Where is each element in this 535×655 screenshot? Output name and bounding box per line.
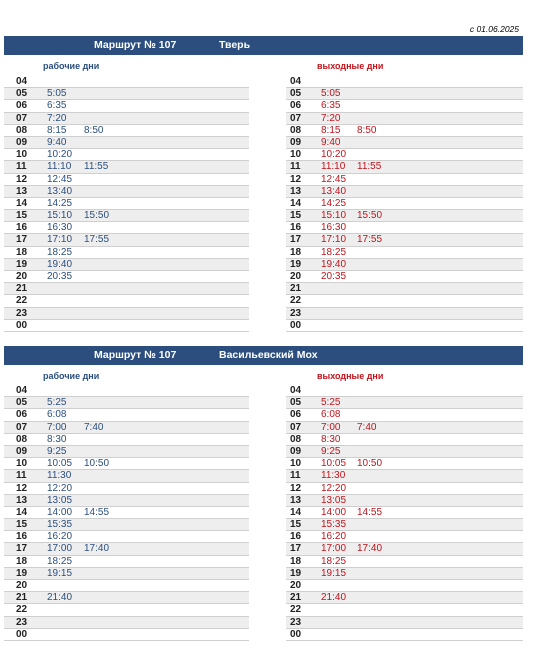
table-row <box>286 174 523 186</box>
table-row <box>286 222 523 234</box>
weekend-timetable-2 <box>286 385 523 641</box>
hour-label: 19 <box>290 258 302 270</box>
table-row <box>286 495 523 507</box>
hour-label: 15 <box>290 210 302 222</box>
departure-time: 10:20 <box>47 149 73 161</box>
hour-label: 17 <box>290 234 302 246</box>
departure-time: 9:40 <box>321 136 341 148</box>
table-row <box>286 259 523 271</box>
table-row <box>286 100 523 112</box>
table-row <box>286 271 523 283</box>
table-row <box>286 422 523 434</box>
hour-label: 07 <box>290 112 302 124</box>
departure-time: 17:00 <box>47 543 73 555</box>
hour-label: 16 <box>16 531 28 543</box>
departure-time: 10:20 <box>321 149 347 161</box>
departure-time: 12:20 <box>321 482 347 494</box>
departure-time: 17:10 <box>321 234 347 246</box>
table-row <box>4 580 249 592</box>
departure-time: 6:35 <box>47 100 67 112</box>
departure-time: 16:30 <box>47 222 73 234</box>
hour-label: 23 <box>16 616 28 628</box>
table-row <box>4 283 249 295</box>
table-row <box>4 88 249 100</box>
departure-time: 14:00 <box>321 506 347 518</box>
departure-time: 19:40 <box>47 258 73 270</box>
table-row <box>4 507 249 519</box>
weekends-label: выходные дни <box>317 61 384 71</box>
table-row <box>4 495 249 507</box>
departure-time: 7:40 <box>84 421 104 433</box>
hour-label: 16 <box>290 531 302 543</box>
hour-label: 09 <box>290 445 302 457</box>
hour-label: 06 <box>16 409 28 421</box>
hour-label: 20 <box>290 271 302 282</box>
departure-time: 5:25 <box>321 397 341 409</box>
departure-time: 16:20 <box>47 531 73 543</box>
table-row <box>4 198 249 210</box>
departure-time: 10:05 <box>47 458 73 470</box>
hour-label: 08 <box>290 124 302 136</box>
departure-time: 17:10 <box>47 234 73 246</box>
table-row <box>286 458 523 470</box>
hour-label: 19 <box>16 567 28 579</box>
departure-time: 17:55 <box>84 234 110 246</box>
table-row <box>4 483 249 495</box>
table-row <box>4 531 249 543</box>
departure-time: 7:00 <box>47 421 67 433</box>
weekdays-label: рабочие дни <box>43 371 100 381</box>
departure-time: 13:40 <box>47 185 73 197</box>
departure-time: 14:00 <box>47 506 73 518</box>
table-row <box>4 519 249 531</box>
hour-label: 00 <box>290 628 302 640</box>
departure-time: 18:25 <box>321 246 347 258</box>
hour-label: 20 <box>16 271 28 282</box>
hour-label: 16 <box>290 222 302 234</box>
table-row <box>286 247 523 259</box>
table-row <box>286 446 523 458</box>
hour-label: 08 <box>290 433 302 445</box>
departure-time: 9:40 <box>47 136 67 148</box>
hour-label: 09 <box>16 136 28 148</box>
table-row <box>286 161 523 173</box>
table-row <box>286 592 523 604</box>
table-row <box>286 470 523 482</box>
hour-label: 00 <box>290 319 302 331</box>
table-row <box>4 446 249 458</box>
departure-time: 18:25 <box>47 246 73 258</box>
hour-label: 23 <box>290 616 302 628</box>
hour-label: 21 <box>16 283 28 295</box>
table-row <box>4 320 249 332</box>
hour-label: 00 <box>16 628 28 640</box>
departure-time: 13:05 <box>47 494 73 506</box>
departure-time: 9:25 <box>321 445 341 457</box>
departure-time: 12:45 <box>321 173 347 185</box>
table-row <box>286 556 523 568</box>
table-row <box>4 210 249 222</box>
departure-time: 14:55 <box>357 506 383 518</box>
table-row <box>4 458 249 470</box>
table-row <box>286 507 523 519</box>
hour-label: 19 <box>290 567 302 579</box>
departure-time: 5:05 <box>321 88 341 100</box>
departure-time: 15:35 <box>47 519 73 531</box>
departure-time: 5:05 <box>47 88 67 100</box>
hour-label: 04 <box>290 76 302 87</box>
departure-time: 9:25 <box>47 445 67 457</box>
hour-label: 13 <box>16 494 28 506</box>
hour-label: 12 <box>16 173 28 185</box>
hour-label: 19 <box>16 258 28 270</box>
hour-label: 14 <box>16 197 28 209</box>
departure-time: 6:08 <box>321 409 341 421</box>
hour-label: 04 <box>16 385 28 396</box>
table-row <box>286 604 523 616</box>
departure-time: 14:25 <box>321 197 347 209</box>
hour-label: 13 <box>16 185 28 197</box>
table-row <box>286 617 523 629</box>
departure-time: 13:05 <box>321 494 347 506</box>
route-number: Маршрут № 107 <box>94 349 177 361</box>
departure-time: 7:00 <box>321 421 341 433</box>
departure-time: 13:40 <box>321 185 347 197</box>
table-row <box>4 568 249 580</box>
table-row <box>4 422 249 434</box>
departure-time: 11:30 <box>321 470 346 482</box>
departure-time: 7:20 <box>321 112 341 124</box>
departure-time: 17:00 <box>321 543 347 555</box>
departure-time: 21:40 <box>321 592 347 604</box>
table-row <box>286 409 523 421</box>
departure-time: 7:40 <box>357 421 377 433</box>
table-row <box>4 234 249 246</box>
hour-label: 09 <box>290 136 302 148</box>
hour-label: 14 <box>290 197 302 209</box>
table-row <box>286 125 523 137</box>
hour-label: 10 <box>290 458 302 470</box>
hour-label: 21 <box>290 283 302 295</box>
route-destination: Тверь <box>219 39 251 51</box>
table-row <box>4 592 249 604</box>
table-row <box>286 88 523 100</box>
table-row <box>286 543 523 555</box>
table-row <box>4 397 249 409</box>
hour-label: 17 <box>16 543 28 555</box>
departure-time: 7:20 <box>47 112 67 124</box>
hour-label: 10 <box>290 149 302 161</box>
weekdays-label: рабочие дни <box>43 61 100 71</box>
hour-label: 15 <box>16 210 28 222</box>
table-row <box>286 113 523 125</box>
departure-time: 19:15 <box>47 567 73 579</box>
table-row <box>4 100 249 112</box>
table-row <box>4 543 249 555</box>
hour-label: 05 <box>290 88 302 100</box>
hour-label: 23 <box>16 307 28 319</box>
table-row <box>4 271 249 283</box>
hour-label: 06 <box>16 100 28 112</box>
table-row <box>286 568 523 580</box>
departure-time: 12:20 <box>47 482 73 494</box>
hour-label: 06 <box>290 100 302 112</box>
hour-label: 12 <box>290 173 302 185</box>
table-row <box>286 397 523 409</box>
hour-label: 14 <box>290 506 302 518</box>
departure-time: 11:55 <box>357 161 382 173</box>
departure-time: 6:35 <box>321 100 341 112</box>
hour-label: 21 <box>290 592 302 604</box>
hour-label: 11 <box>16 470 27 482</box>
table-row <box>286 320 523 332</box>
table-row <box>4 385 249 397</box>
hour-label: 20 <box>290 580 302 591</box>
table-row <box>286 198 523 210</box>
departure-time: 8:50 <box>84 124 104 136</box>
departure-time: 5:25 <box>47 397 67 409</box>
departure-time: 8:30 <box>47 433 67 445</box>
table-row <box>4 222 249 234</box>
hour-label: 05 <box>16 397 28 409</box>
hour-label: 07 <box>16 421 28 433</box>
departure-time: 11:10 <box>47 161 72 173</box>
hour-label: 15 <box>290 519 302 531</box>
table-row <box>286 234 523 246</box>
departure-time: 19:40 <box>321 258 347 270</box>
table-row <box>4 604 249 616</box>
hour-label: 13 <box>290 494 302 506</box>
hour-label: 10 <box>16 458 28 470</box>
table-row <box>4 137 249 149</box>
hour-label: 17 <box>16 234 28 246</box>
table-row <box>4 617 249 629</box>
hour-label: 05 <box>16 88 28 100</box>
hour-label: 07 <box>16 112 28 124</box>
hour-label: 22 <box>290 604 302 616</box>
departure-time: 8:30 <box>321 433 341 445</box>
departure-time: 8:15 <box>47 124 67 136</box>
departure-time: 18:25 <box>321 555 347 567</box>
table-row <box>4 174 249 186</box>
hour-label: 22 <box>290 295 302 307</box>
departure-time: 14:55 <box>84 506 110 518</box>
table-row <box>286 580 523 592</box>
departure-time: 11:55 <box>84 161 109 173</box>
hour-label: 18 <box>290 246 302 258</box>
weekday-timetable-2 <box>4 385 249 641</box>
hour-label: 11 <box>290 161 301 173</box>
schedule-header-2 <box>4 346 523 365</box>
table-row <box>4 308 249 320</box>
weekends-label: выходные дни <box>317 371 384 381</box>
table-row <box>4 434 249 446</box>
departure-time: 10:50 <box>84 458 110 470</box>
hour-label: 14 <box>16 506 28 518</box>
hour-label: 16 <box>16 222 28 234</box>
weekend-timetable-1 <box>286 76 523 332</box>
table-row <box>286 295 523 307</box>
table-row <box>4 556 249 568</box>
departure-time: 10:50 <box>357 458 383 470</box>
hour-label: 09 <box>16 445 28 457</box>
departure-time: 16:30 <box>321 222 347 234</box>
departure-time: 20:35 <box>47 271 73 282</box>
effective-date: с 01.06.2025 <box>469 24 519 34</box>
hour-label: 20 <box>16 580 28 591</box>
table-row <box>286 434 523 446</box>
hour-label: 11 <box>16 161 27 173</box>
hour-label: 04 <box>290 385 302 396</box>
table-row <box>286 519 523 531</box>
table-row <box>4 186 249 198</box>
schedule-header-1 <box>4 36 523 55</box>
weekday-timetable-1 <box>4 76 249 332</box>
departure-time: 17:40 <box>357 543 383 555</box>
route-number: Маршрут № 107 <box>94 39 177 51</box>
hour-label: 12 <box>290 482 302 494</box>
hour-label: 22 <box>16 295 28 307</box>
departure-time: 14:25 <box>47 197 73 209</box>
departure-time: 20:35 <box>321 271 347 282</box>
hour-label: 17 <box>290 543 302 555</box>
departure-time: 15:50 <box>357 210 383 222</box>
table-row <box>4 259 249 271</box>
departure-time: 16:20 <box>321 531 347 543</box>
hour-label: 08 <box>16 124 28 136</box>
hour-label: 18 <box>16 246 28 258</box>
table-row <box>4 161 249 173</box>
table-row <box>286 149 523 161</box>
table-row <box>286 210 523 222</box>
table-row <box>4 113 249 125</box>
hour-label: 05 <box>290 397 302 409</box>
hour-label: 18 <box>290 555 302 567</box>
departure-time: 6:08 <box>47 409 67 421</box>
departure-time: 15:50 <box>84 210 110 222</box>
departure-time: 11:30 <box>47 470 72 482</box>
departure-time: 17:40 <box>84 543 110 555</box>
departure-time: 8:15 <box>321 124 341 136</box>
table-row <box>4 409 249 421</box>
departure-time: 19:15 <box>321 567 347 579</box>
hour-label: 10 <box>16 149 28 161</box>
hour-label: 13 <box>290 185 302 197</box>
departure-time: 18:25 <box>47 555 73 567</box>
departure-time: 10:05 <box>321 458 347 470</box>
table-row <box>4 247 249 259</box>
hour-label: 11 <box>290 470 301 482</box>
table-row <box>286 137 523 149</box>
departure-time: 15:35 <box>321 519 347 531</box>
hour-label: 00 <box>16 319 28 331</box>
table-row <box>286 186 523 198</box>
departure-time: 11:10 <box>321 161 346 173</box>
table-row <box>286 531 523 543</box>
table-row <box>286 76 523 88</box>
hour-label: 15 <box>16 519 28 531</box>
route-destination: Васильевский Мох <box>219 349 318 361</box>
departure-time: 15:10 <box>47 210 73 222</box>
hour-label: 07 <box>290 421 302 433</box>
departure-time: 8:50 <box>357 124 377 136</box>
hour-label: 12 <box>16 482 28 494</box>
hour-label: 08 <box>16 433 28 445</box>
hour-label: 06 <box>290 409 302 421</box>
hour-label: 18 <box>16 555 28 567</box>
table-row <box>4 295 249 307</box>
departure-time: 21:40 <box>47 592 73 604</box>
hour-label: 22 <box>16 604 28 616</box>
table-row <box>4 470 249 482</box>
departure-time: 15:10 <box>321 210 347 222</box>
departure-time: 12:45 <box>47 173 73 185</box>
table-row <box>286 483 523 495</box>
hour-label: 21 <box>16 592 28 604</box>
hour-label: 04 <box>16 76 28 87</box>
table-row <box>286 385 523 397</box>
table-row <box>4 125 249 137</box>
table-row <box>286 283 523 295</box>
table-row <box>286 308 523 320</box>
hour-label: 23 <box>290 307 302 319</box>
table-row <box>4 629 249 641</box>
table-row <box>4 149 249 161</box>
table-row <box>4 76 249 88</box>
departure-time: 17:55 <box>357 234 383 246</box>
table-row <box>286 629 523 641</box>
